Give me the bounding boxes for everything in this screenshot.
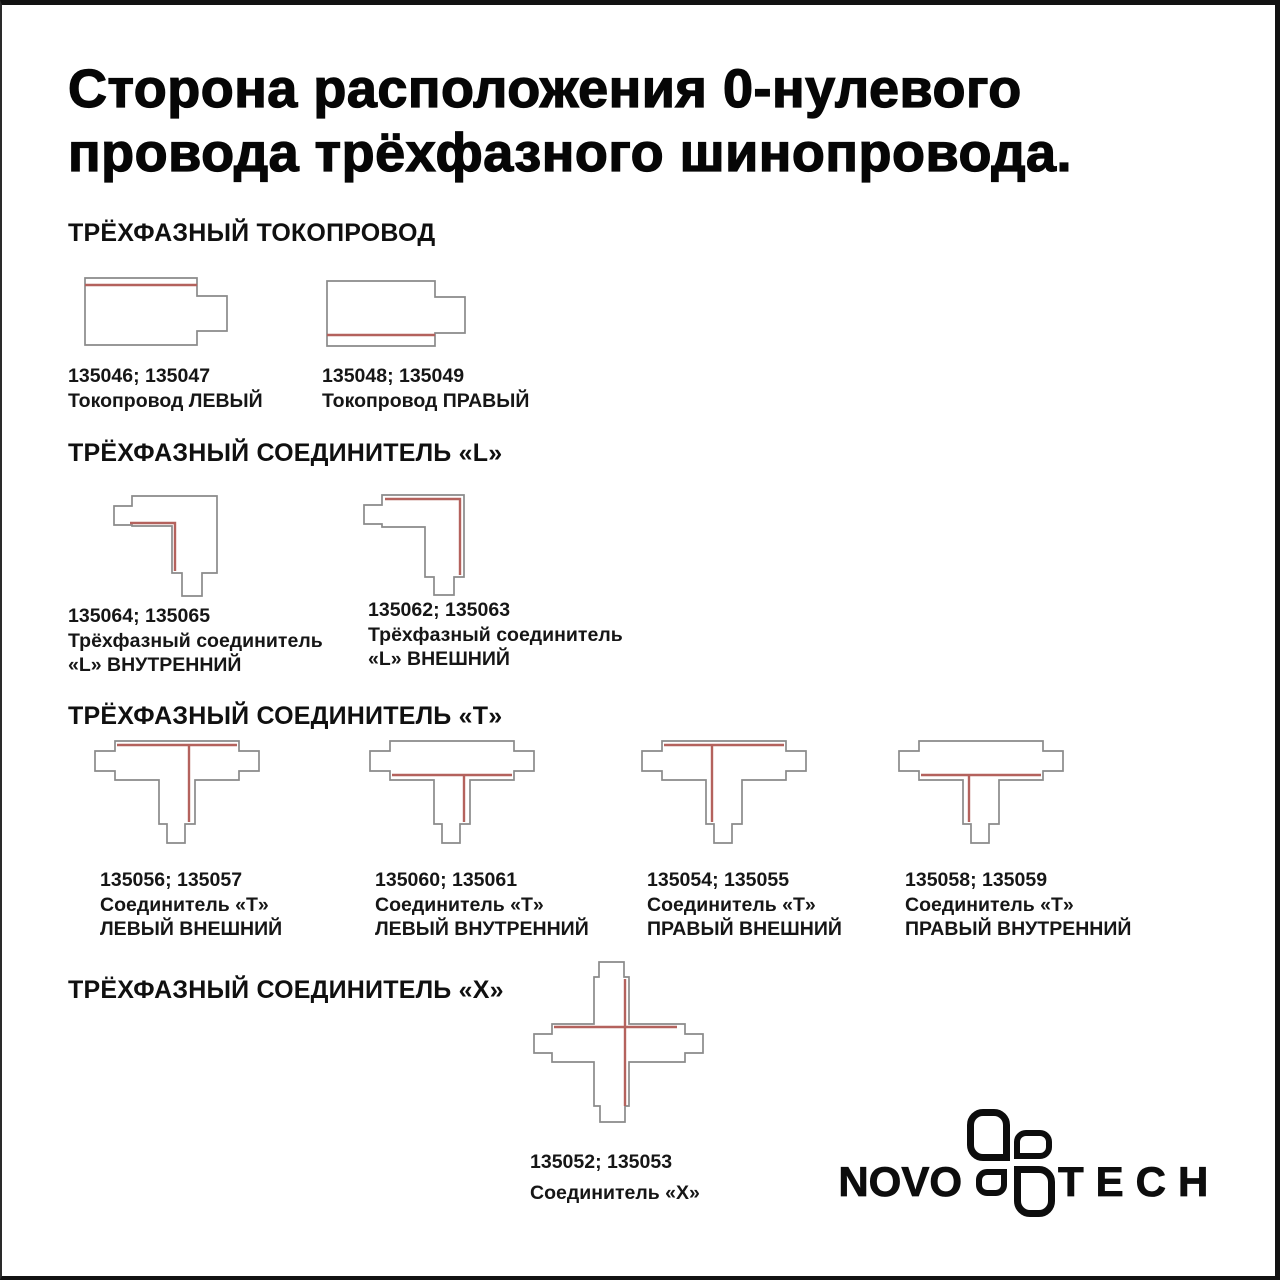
part-code: 135056; 135057 (100, 869, 243, 891)
section-header-t: ТРЁХФАЗНЫЙ СОЕДИНИТЕЛЬ «Т» (68, 702, 503, 730)
part-label-t-left-inner (375, 868, 589, 942)
petal-top-right (1014, 1130, 1052, 1159)
connector-outline (534, 962, 703, 1122)
petal-bottom-right (1014, 1166, 1055, 1217)
part-name: Токопровод ЛЕВЫЙ (68, 389, 263, 412)
part-name: ЛЕВЫЙ ВНЕШНИЙ (100, 918, 283, 940)
neutral-wire-line (130, 523, 175, 571)
part-name: Соединитель «Т» (905, 893, 1074, 916)
part-name: Трёхфазный соединитель (68, 629, 323, 652)
part-code: 135046; 135047 (68, 365, 211, 387)
connector-outline (327, 281, 465, 346)
part-name: «L» ВНЕШНИЙ (368, 648, 510, 670)
t-left-outer-diagram (92, 738, 262, 848)
part-label-x (530, 1147, 700, 1209)
section-header-l: ТРЁХФАЗНЫЙ СОЕДИНИТЕЛЬ «L» (68, 439, 503, 467)
section-header-feed: ТРЁХФАЗНЫЙ ТОКОПРОВОД (68, 219, 436, 247)
petal-bottom-left (976, 1169, 1007, 1196)
connector-outline (114, 496, 217, 596)
connector-outline (364, 495, 464, 595)
x-connector-diagram (530, 958, 712, 1128)
part-name: Трёхфазный соединитель (368, 623, 623, 646)
flower-pinwheel-icon (964, 1104, 1066, 1222)
t-right-outer-diagram (639, 738, 809, 848)
t-left-inner-diagram (367, 738, 537, 848)
part-code: 135048; 135049 (322, 365, 465, 387)
part-code: 135064; 135065 (68, 605, 211, 627)
part-label-t-left-outer (100, 868, 282, 942)
part-label-l-inner (68, 604, 323, 678)
page-title (68, 57, 1218, 185)
part-name: ПРАВЫЙ ВНУТРЕННИЙ (905, 918, 1132, 940)
part-code: 135052; 135053 (530, 1151, 673, 1173)
section-header-x: ТРЁХФАЗНЫЙ СОЕДИНИТЕЛЬ «Х» (68, 976, 504, 1004)
l-inner-diagram (110, 492, 220, 602)
part-name: Соединитель «Т» (375, 893, 544, 916)
part-code: 135060; 135061 (375, 869, 518, 891)
part-name: Токопровод ПРАВЫЙ (322, 389, 530, 412)
part-label-l-outer (368, 598, 623, 672)
part-name: «L» ВНУТРЕННИЙ (68, 654, 242, 676)
part-name: Соединитель «Х» (530, 1182, 700, 1204)
petal-top-left (967, 1109, 1010, 1161)
connector-outline (95, 741, 259, 843)
connector-outline (370, 741, 534, 843)
part-label-t-right-outer (647, 868, 842, 942)
feed-left-diagram (82, 275, 232, 353)
logo-text-novo: NOVO (838, 1158, 962, 1205)
part-name: Соединитель «Т» (647, 893, 816, 916)
part-label-t-right-inner (905, 868, 1131, 942)
connector-outline (642, 741, 806, 843)
l-outer-diagram (363, 491, 473, 601)
part-name: ПРАВЫЙ ВНЕШНИЙ (647, 918, 842, 940)
page-title-line1: Сторона расположения 0-нулевого (68, 59, 1022, 119)
part-code: 135054; 135055 (647, 869, 790, 891)
part-name: Соединитель «Т» (100, 893, 269, 916)
part-name: ЛЕВЫЙ ВНУТРЕННИЙ (375, 918, 589, 940)
part-code: 135062; 135063 (368, 599, 511, 621)
connector-outline (899, 741, 1063, 843)
part-label-feed-right (322, 364, 529, 413)
feed-right-diagram (324, 275, 474, 353)
t-right-inner-diagram (896, 738, 1066, 848)
part-label-feed-left (68, 364, 263, 413)
logo-text-tech: TECH (1058, 1158, 1221, 1205)
connector-outline (85, 278, 227, 345)
page-title-line2: провода трёхфазного шинопровода. (68, 123, 1073, 183)
part-code: 135058; 135059 (905, 869, 1048, 891)
